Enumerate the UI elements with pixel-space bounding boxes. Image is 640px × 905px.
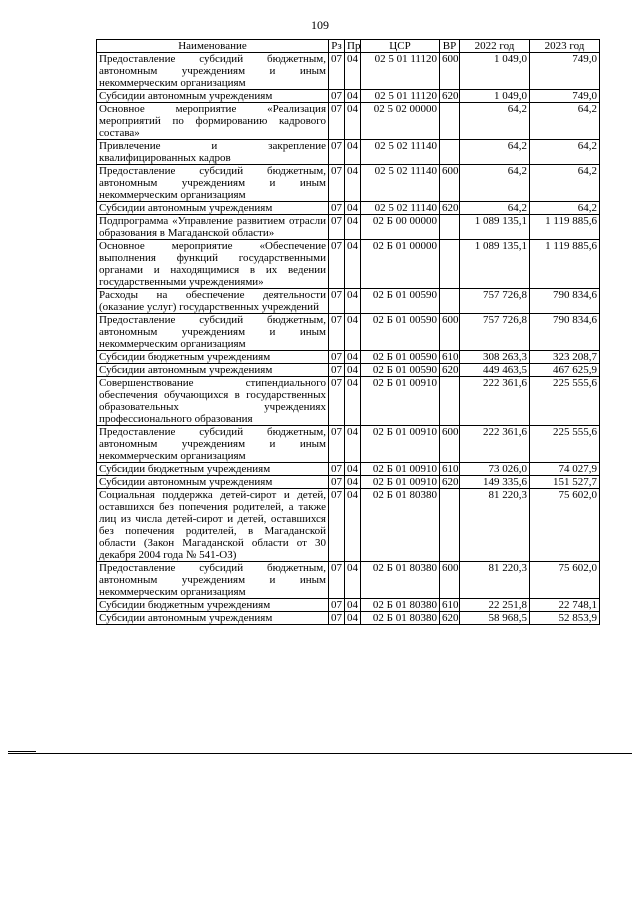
cell-pr: 04 — [345, 489, 361, 562]
cell-csr: 02 Б 01 80380 — [361, 599, 440, 612]
cell-vr — [440, 240, 460, 289]
table-row — [97, 240, 600, 289]
cell-vr: 620 — [440, 202, 460, 215]
cell-rz: 07 — [329, 140, 345, 165]
cell-vr: 600 — [440, 165, 460, 202]
table-row — [97, 364, 600, 377]
cell-2022: 64,2 — [460, 103, 530, 140]
cell-2023: 52 853,9 — [530, 612, 600, 625]
table-row — [97, 599, 600, 612]
cell-2022: 58 968,5 — [460, 612, 530, 625]
cell-name: Совершенствование стипендиального обеспечения обучающихся в государственных образовательных учреждениях профессионального образования — [97, 377, 329, 426]
cell-pr: 04 — [345, 53, 361, 90]
cell-vr: 610 — [440, 599, 460, 612]
header-vr: ВР — [440, 40, 460, 53]
cell-2022: 308 263,3 — [460, 351, 530, 364]
table-row — [97, 165, 600, 202]
cell-vr — [440, 489, 460, 562]
cell-rz: 07 — [329, 489, 345, 562]
cell-rz: 07 — [329, 463, 345, 476]
cell-rz: 07 — [329, 562, 345, 599]
cell-name: Основное мероприятие «Обеспечение выполнения функций государственными органами и находящимися в их ведении государственными учреждениями» — [97, 240, 329, 289]
cell-vr — [440, 289, 460, 314]
cell-pr: 04 — [345, 612, 361, 625]
cell-2023: 225 555,6 — [530, 377, 600, 426]
cell-2023: 64,2 — [530, 202, 600, 215]
cell-2023: 75 602,0 — [530, 562, 600, 599]
cell-rz: 07 — [329, 426, 345, 463]
cell-pr: 04 — [345, 351, 361, 364]
cell-2023: 64,2 — [530, 103, 600, 140]
cell-rz: 07 — [329, 476, 345, 489]
table-row — [97, 351, 600, 364]
cell-csr: 02 Б 01 00590 — [361, 351, 440, 364]
cell-name: Предоставление субсидий бюджетным, автономным учреждениям и иным некоммерческим организациям — [97, 53, 329, 90]
cell-2022: 149 335,6 — [460, 476, 530, 489]
cell-pr: 04 — [345, 476, 361, 489]
cell-pr: 04 — [345, 463, 361, 476]
cell-csr: 02 Б 01 00910 — [361, 377, 440, 426]
cell-2022: 1 089 135,1 — [460, 240, 530, 289]
cell-pr: 04 — [345, 103, 361, 140]
cell-name: Субсидии автономным учреждениям — [97, 476, 329, 489]
cell-rz: 07 — [329, 215, 345, 240]
cell-pr: 04 — [345, 215, 361, 240]
cell-vr — [440, 103, 460, 140]
cell-2023: 790 834,6 — [530, 289, 600, 314]
footer-rule — [8, 753, 632, 754]
cell-2022: 222 361,6 — [460, 377, 530, 426]
cell-2022: 757 726,8 — [460, 314, 530, 351]
cell-name: Субсидии бюджетным учреждениям — [97, 463, 329, 476]
cell-2022: 73 026,0 — [460, 463, 530, 476]
cell-csr: 02 Б 01 00590 — [361, 289, 440, 314]
cell-rz: 07 — [329, 314, 345, 351]
cell-2023: 64,2 — [530, 165, 600, 202]
cell-rz: 07 — [329, 165, 345, 202]
cell-pr: 04 — [345, 426, 361, 463]
cell-csr: 02 Б 01 00910 — [361, 463, 440, 476]
table-row — [97, 426, 600, 463]
cell-csr: 02 Б 01 00000 — [361, 240, 440, 289]
cell-2023: 151 527,7 — [530, 476, 600, 489]
cell-2022: 81 220,3 — [460, 562, 530, 599]
table-row — [97, 140, 600, 165]
cell-csr: 02 Б 01 00590 — [361, 314, 440, 351]
cell-csr: 02 Б 01 00910 — [361, 426, 440, 463]
cell-2022: 64,2 — [460, 165, 530, 202]
cell-pr: 04 — [345, 140, 361, 165]
table-row — [97, 53, 600, 90]
cell-2023: 22 748,1 — [530, 599, 600, 612]
cell-csr: 02 5 02 00000 — [361, 103, 440, 140]
cell-name: Предоставление субсидий бюджетным, автономным учреждениям и иным некоммерческим организациям — [97, 562, 329, 599]
cell-pr: 04 — [345, 377, 361, 426]
cell-name: Субсидии бюджетным учреждениям — [97, 351, 329, 364]
cell-pr: 04 — [345, 289, 361, 314]
table-row — [97, 377, 600, 426]
cell-vr — [440, 140, 460, 165]
table-header-row — [97, 40, 600, 53]
cell-2023: 64,2 — [530, 140, 600, 165]
cell-name: Субсидии бюджетным учреждениям — [97, 599, 329, 612]
cell-name: Социальная поддержка детей-сирот и детей, оставшихся без попечения родителей, а также лиц из числа детей-сирот и детей, оставшихся без попечения родителей, в Магаданской области (Закон Магаданской области от 30 декабря 2004 года № 541-ОЗ) — [97, 489, 329, 562]
cell-vr: 600 — [440, 53, 460, 90]
cell-pr: 04 — [345, 165, 361, 202]
cell-vr — [440, 215, 460, 240]
cell-2023: 1 119 885,6 — [530, 215, 600, 240]
cell-2022: 64,2 — [460, 140, 530, 165]
table-row — [97, 215, 600, 240]
cell-pr: 04 — [345, 364, 361, 377]
header-csr: ЦСР — [361, 40, 440, 53]
cell-name: Субсидии автономным учреждениям — [97, 364, 329, 377]
cell-csr: 02 Б 01 00910 — [361, 476, 440, 489]
cell-vr: 620 — [440, 90, 460, 103]
header-2023: 2023 год — [530, 40, 600, 53]
cell-2022: 222 361,6 — [460, 426, 530, 463]
cell-pr: 04 — [345, 90, 361, 103]
cell-2022: 1 049,0 — [460, 53, 530, 90]
header-rz: Рз — [329, 40, 345, 53]
cell-name: Предоставление субсидий бюджетным, автономным учреждениям и иным некоммерческим организациям — [97, 165, 329, 202]
cell-name: Основное мероприятие «Реализация мероприятий по формированию кадрового состава» — [97, 103, 329, 140]
cell-csr: 02 5 01 11120 — [361, 90, 440, 103]
cell-name: Привлечение и закрепление квалифицированных кадров — [97, 140, 329, 165]
cell-name: Предоставление субсидий бюджетным, автономным учреждениям и иным некоммерческим организациям — [97, 426, 329, 463]
cell-2023: 323 208,7 — [530, 351, 600, 364]
cell-csr: 02 5 01 11120 — [361, 53, 440, 90]
cell-name: Субсидии автономным учреждениям — [97, 612, 329, 625]
cell-name: Предоставление субсидий бюджетным, автономным учреждениям и иным некоммерческим организациям — [97, 314, 329, 351]
cell-pr: 04 — [345, 202, 361, 215]
table-row — [97, 476, 600, 489]
cell-rz: 07 — [329, 202, 345, 215]
cell-vr: 600 — [440, 562, 460, 599]
cell-name: Субсидии автономным учреждениям — [97, 90, 329, 103]
cell-csr: 02 Б 00 00000 — [361, 215, 440, 240]
cell-csr: 02 Б 01 80380 — [361, 612, 440, 625]
cell-vr: 620 — [440, 364, 460, 377]
footer-rule-short — [8, 751, 36, 752]
cell-rz: 07 — [329, 53, 345, 90]
cell-rz: 07 — [329, 377, 345, 426]
cell-rz: 07 — [329, 289, 345, 314]
cell-csr: 02 5 02 11140 — [361, 202, 440, 215]
cell-2022: 449 463,5 — [460, 364, 530, 377]
budget-table — [96, 39, 600, 625]
table-row — [97, 90, 600, 103]
cell-2023: 75 602,0 — [530, 489, 600, 562]
cell-name: Подпрограмма «Управление развитием отрасли образования в Магаданской области» — [97, 215, 329, 240]
table-row — [97, 562, 600, 599]
table-row — [97, 463, 600, 476]
cell-2022: 81 220,3 — [460, 489, 530, 562]
cell-csr: 02 Б 01 80380 — [361, 562, 440, 599]
cell-2023: 467 625,9 — [530, 364, 600, 377]
cell-2023: 74 027,9 — [530, 463, 600, 476]
cell-vr: 600 — [440, 314, 460, 351]
table-row — [97, 314, 600, 351]
cell-csr: 02 Б 01 00590 — [361, 364, 440, 377]
cell-name: Расходы на обеспечение деятельности (оказание услуг) государственных учреждений — [97, 289, 329, 314]
table-row — [97, 202, 600, 215]
cell-rz: 07 — [329, 103, 345, 140]
cell-pr: 04 — [345, 562, 361, 599]
cell-csr: 02 5 02 11140 — [361, 165, 440, 202]
cell-vr: 620 — [440, 612, 460, 625]
cell-name: Субсидии автономным учреждениям — [97, 202, 329, 215]
cell-2023: 225 555,6 — [530, 426, 600, 463]
cell-vr: 610 — [440, 351, 460, 364]
cell-2023: 749,0 — [530, 90, 600, 103]
cell-pr: 04 — [345, 599, 361, 612]
cell-2022: 22 251,8 — [460, 599, 530, 612]
cell-pr: 04 — [345, 240, 361, 289]
cell-vr: 620 — [440, 476, 460, 489]
cell-csr: 02 Б 01 80380 — [361, 489, 440, 562]
cell-2023: 749,0 — [530, 53, 600, 90]
table-row — [97, 489, 600, 562]
page-number: 109 — [311, 18, 329, 32]
cell-rz: 07 — [329, 90, 345, 103]
cell-pr: 04 — [345, 314, 361, 351]
table-row — [97, 612, 600, 625]
header-2022: 2022 год — [460, 40, 530, 53]
table-row — [97, 103, 600, 140]
cell-2022: 64,2 — [460, 202, 530, 215]
cell-rz: 07 — [329, 612, 345, 625]
cell-csr: 02 5 02 11140 — [361, 140, 440, 165]
cell-2022: 757 726,8 — [460, 289, 530, 314]
header-pr: Пр — [345, 40, 361, 53]
cell-rz: 07 — [329, 240, 345, 289]
cell-rz: 07 — [329, 351, 345, 364]
cell-2023: 790 834,6 — [530, 314, 600, 351]
cell-vr: 610 — [440, 463, 460, 476]
cell-vr — [440, 377, 460, 426]
cell-2022: 1 089 135,1 — [460, 215, 530, 240]
cell-rz: 07 — [329, 364, 345, 377]
header-name: Наименование — [97, 40, 329, 53]
cell-2022: 1 049,0 — [460, 90, 530, 103]
cell-vr: 600 — [440, 426, 460, 463]
table-row — [97, 289, 600, 314]
cell-rz: 07 — [329, 599, 345, 612]
cell-2023: 1 119 885,6 — [530, 240, 600, 289]
